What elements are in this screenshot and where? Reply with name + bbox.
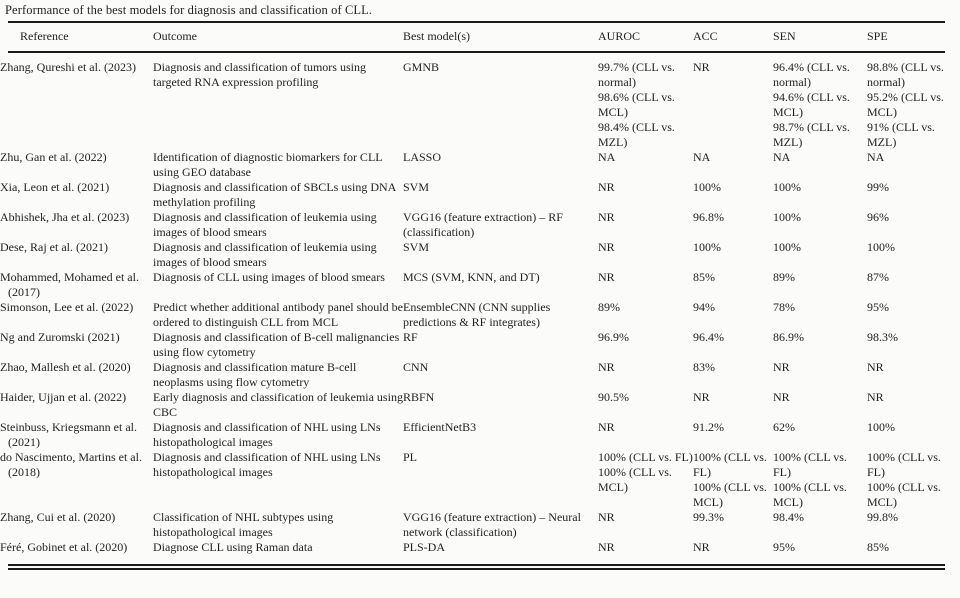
- cell-sen: [773, 52, 867, 150]
- cell-sen: [773, 300, 867, 330]
- cell-acc: [693, 330, 773, 360]
- metric-value: 98.4% (CLL vs. MZL): [598, 120, 675, 149]
- cell-sen: [773, 240, 867, 270]
- metric-value: NR: [598, 420, 615, 434]
- cell-auroc: [598, 540, 693, 564]
- table-row: [8, 240, 945, 270]
- cell-outcome: Diagnosis and classification of NHL using LNs histopathological images: [153, 450, 381, 479]
- metric-value: NA: [773, 150, 791, 164]
- column-header-auroc: AUROC: [598, 22, 693, 52]
- cell-sen: [773, 420, 867, 450]
- cell-spe: [867, 540, 945, 564]
- cell-acc: [693, 150, 773, 180]
- metric-value: 100%: [773, 180, 801, 194]
- cell-auroc: [598, 420, 693, 450]
- column-header-sen: SEN: [773, 22, 867, 52]
- table-row: [8, 52, 945, 150]
- metric-value: 99.7% (CLL vs. normal): [598, 60, 675, 89]
- metric-value: 98.8% (CLL vs. normal): [867, 60, 944, 89]
- metric-value: 98.6% (CLL vs. MCL): [598, 90, 675, 119]
- cell-sen: [773, 540, 867, 564]
- metric-value: 83%: [693, 360, 715, 374]
- metric-value: NR: [773, 360, 790, 374]
- column-header-outcome: Outcome: [153, 22, 403, 52]
- cell-sen: [773, 390, 867, 420]
- metric-value: 98.3%: [867, 330, 898, 344]
- cell-model: SVM: [403, 180, 430, 194]
- cell-outcome: Diagnosis and classification of leukemia using images of blood smears: [153, 210, 377, 239]
- metric-value: NR: [598, 360, 615, 374]
- metric-value: 100% (CLL vs. FL): [867, 450, 941, 479]
- cell-acc: [693, 420, 773, 450]
- metric-value: NR: [598, 240, 615, 254]
- metric-value: 91% (CLL vs. MZL): [867, 120, 935, 149]
- column-header-spe: SPE: [867, 22, 945, 52]
- cell-sen: [773, 210, 867, 240]
- metric-value: 78%: [773, 300, 795, 314]
- cell-reference: Ng and Zuromski (2021): [0, 330, 120, 344]
- cell-spe: [867, 240, 945, 270]
- cell-outcome: Predict whether additional antibody panel should be ordered to distinguish CLL from MCL: [153, 300, 403, 329]
- cell-spe: [867, 360, 945, 390]
- cell-reference: Zhu, Gan et al. (2022): [0, 150, 107, 164]
- metric-value: 85%: [693, 270, 715, 284]
- metric-value: 100% (CLL vs. FL): [773, 450, 847, 479]
- metric-value: 100%: [867, 240, 895, 254]
- cell-reference: Zhang, Cui et al. (2020): [0, 510, 116, 524]
- metric-value: 86.9%: [773, 330, 804, 344]
- metric-value: 87%: [867, 270, 889, 284]
- metric-value: NR: [598, 270, 615, 284]
- cell-outcome: Identification of diagnostic biomarkers for CLL using GEO database: [153, 150, 383, 179]
- table-row: [8, 360, 945, 390]
- metric-value: 89%: [773, 270, 795, 284]
- metric-value: 96.4%: [693, 330, 724, 344]
- cell-outcome: Classification of NHL subtypes using histopathological images: [153, 510, 334, 539]
- cell-reference: Xia, Leon et al. (2021): [0, 180, 110, 194]
- table-row: [8, 510, 945, 540]
- cell-spe: [867, 210, 945, 240]
- metric-value: NR: [693, 390, 710, 404]
- cell-acc: [693, 510, 773, 540]
- cell-outcome: Diagnosis and classification of SBCLs using DNA methylation profiling: [153, 180, 396, 209]
- cell-spe: [867, 330, 945, 360]
- metric-value: NR: [598, 540, 615, 554]
- metric-value: NR: [867, 390, 884, 404]
- metric-value: 96.9%: [598, 330, 629, 344]
- metric-value: NR: [598, 210, 615, 224]
- metric-value: NR: [693, 540, 710, 554]
- cell-outcome: Diagnosis and classification of tumors using targeted RNA expression profiling: [153, 60, 366, 89]
- cell-reference: Abhishek, Jha et al. (2023): [0, 210, 130, 224]
- cell-model: LASSO: [403, 150, 442, 164]
- table-title: Performance of the best models for diagnosis and classification of CLL.: [5, 3, 373, 17]
- metric-value: 95%: [773, 540, 795, 554]
- cell-model: EfficientNetB3: [403, 420, 477, 434]
- cell-reference: Mohammed, Mohamed et al. (2017): [0, 270, 139, 299]
- cell-reference: Féré, Gobinet et al. (2020): [0, 540, 128, 554]
- table-body: [0, 52, 945, 564]
- cell-acc: [693, 180, 773, 210]
- column-header-acc: ACC: [693, 22, 773, 52]
- column-header-best-model: Best model(s): [403, 22, 598, 52]
- cell-acc: [693, 270, 773, 300]
- cell-spe: [867, 300, 945, 330]
- metric-value: 96.4% (CLL vs. normal): [773, 60, 850, 89]
- cell-model: RBFN: [403, 390, 435, 404]
- metric-value: 100%: [693, 180, 721, 194]
- cell-outcome: Diagnose CLL using Raman data: [153, 540, 313, 554]
- cell-outcome: Diagnosis and classification mature B-cell neoplasms using flow cytometry: [153, 360, 357, 389]
- cell-auroc: [598, 150, 693, 180]
- performance-table: [0, 21, 945, 564]
- cell-model: PLS-DA: [403, 540, 446, 554]
- cell-spe: [867, 270, 945, 300]
- cell-spe: [867, 510, 945, 540]
- cell-acc: [693, 390, 773, 420]
- metric-value: NR: [867, 360, 884, 374]
- table-row: [8, 300, 945, 330]
- cell-acc: [693, 210, 773, 240]
- metric-value: 85%: [867, 540, 889, 554]
- cell-spe: [867, 52, 945, 150]
- cell-reference: Haider, Ujjan et al. (2022): [0, 390, 127, 404]
- cell-outcome: Diagnosis of CLL using images of blood smears: [153, 270, 385, 284]
- metric-value: 91.2%: [693, 420, 724, 434]
- cell-model: CNN: [403, 360, 429, 374]
- cell-sen: [773, 510, 867, 540]
- cell-model: MCS (SVM, KNN, and DT): [403, 270, 540, 284]
- cell-reference: Zhang, Qureshi et al. (2023): [0, 60, 136, 74]
- metric-value: 95.2% (CLL vs. MCL): [867, 90, 944, 119]
- metric-value: 99.8%: [867, 510, 898, 524]
- metric-value: 99.3%: [693, 510, 724, 524]
- cell-model: EnsembleCNN (CNN supplies predictions & RF integrates): [403, 300, 551, 329]
- metric-value: 100% (CLL vs. FL): [598, 450, 693, 464]
- cell-spe: [867, 180, 945, 210]
- metric-value: NR: [773, 390, 790, 404]
- column-header-reference: Reference: [8, 22, 153, 52]
- metric-value: 62%: [773, 420, 795, 434]
- cell-reference: do Nascimento, Martins et al. (2018): [0, 450, 142, 479]
- cell-spe: [867, 450, 945, 510]
- metric-value: NR: [598, 180, 615, 194]
- metric-value: 100%: [693, 240, 721, 254]
- metric-value: 96.8%: [693, 210, 724, 224]
- cell-model: VGG16 (feature extraction) – RF (classification): [403, 210, 563, 239]
- cell-sen: [773, 270, 867, 300]
- cell-auroc: [598, 52, 693, 150]
- table-row: [8, 270, 945, 300]
- cell-reference: Zhao, Mallesh et al. (2020): [0, 360, 131, 374]
- table-row: [8, 450, 945, 510]
- metric-value: 99%: [867, 180, 889, 194]
- metric-value: NA: [693, 150, 711, 164]
- metric-value: NR: [598, 510, 615, 524]
- metric-value: 100% (CLL vs. MCL): [867, 480, 941, 509]
- metric-value: 98.4%: [773, 510, 804, 524]
- cell-acc: [693, 52, 773, 150]
- table-container: [0, 21, 945, 570]
- table-row: [8, 180, 945, 210]
- metric-value: 100% (CLL vs. FL): [693, 450, 767, 479]
- cell-sen: [773, 330, 867, 360]
- cell-sen: [773, 450, 867, 510]
- cell-auroc: [598, 270, 693, 300]
- metric-value: 100% (CLL vs. MCL): [598, 465, 672, 494]
- cell-acc: [693, 540, 773, 564]
- cell-reference: Steinbuss, Kriegsmann et al. (2021): [0, 420, 137, 449]
- metric-value: 94.6% (CLL vs. MCL): [773, 90, 850, 119]
- cell-auroc: [598, 300, 693, 330]
- cell-outcome: Early diagnosis and classification of leukemia using CBC: [153, 390, 403, 419]
- cell-auroc: [598, 240, 693, 270]
- metric-value: 98.7% (CLL vs. MZL): [773, 120, 850, 149]
- cell-reference: Simonson, Lee et al. (2022): [0, 300, 134, 314]
- table-row: [8, 390, 945, 420]
- cell-auroc: [598, 360, 693, 390]
- cell-acc: [693, 360, 773, 390]
- cell-auroc: [598, 330, 693, 360]
- cell-acc: [693, 450, 773, 510]
- table-row: [8, 540, 945, 564]
- cell-model: GMNB: [403, 60, 440, 74]
- cell-model: VGG16 (feature extraction) – Neural network (classification): [403, 510, 581, 539]
- cell-auroc: [598, 180, 693, 210]
- metric-value: NA: [867, 150, 885, 164]
- cell-outcome: Diagnosis and classification of B-cell malignancies using flow cytometry: [153, 330, 400, 359]
- cell-acc: [693, 240, 773, 270]
- cell-reference: Dese, Raj et al. (2021): [0, 240, 108, 254]
- metric-value: 94%: [693, 300, 715, 314]
- table-bottom-rule: [8, 564, 945, 570]
- metric-value: 89%: [598, 300, 620, 314]
- cell-outcome: Diagnosis and classification of leukemia using images of blood smears: [153, 240, 377, 269]
- cell-acc: [693, 300, 773, 330]
- table-row: [8, 210, 945, 240]
- cell-auroc: [598, 450, 693, 510]
- table-row: [8, 150, 945, 180]
- metric-value: 100% (CLL vs. MCL): [693, 480, 767, 509]
- metric-value: 100%: [773, 240, 801, 254]
- cell-model: PL: [403, 450, 418, 464]
- table-header: [8, 22, 945, 52]
- metric-value: 100% (CLL vs. MCL): [773, 480, 847, 509]
- cell-spe: [867, 420, 945, 450]
- metric-value: 100%: [867, 420, 895, 434]
- cell-auroc: [598, 510, 693, 540]
- cell-sen: [773, 180, 867, 210]
- metric-value: 96%: [867, 210, 889, 224]
- cell-model: SVM: [403, 240, 430, 254]
- cell-auroc: [598, 210, 693, 240]
- metric-value: NR: [693, 60, 710, 74]
- cell-model: RF: [403, 330, 418, 344]
- cell-spe: [867, 150, 945, 180]
- table-row: [8, 420, 945, 450]
- cell-spe: [867, 390, 945, 420]
- metric-value: 100%: [773, 210, 801, 224]
- cell-outcome: Diagnosis and classification of NHL using LNs histopathological images: [153, 420, 381, 449]
- cell-sen: [773, 360, 867, 390]
- table-row: [8, 330, 945, 360]
- header-row: [8, 22, 945, 52]
- cell-sen: [773, 150, 867, 180]
- metric-value: NA: [598, 150, 616, 164]
- metric-value: 90.5%: [598, 390, 629, 404]
- metric-value: 95%: [867, 300, 889, 314]
- cell-auroc: [598, 390, 693, 420]
